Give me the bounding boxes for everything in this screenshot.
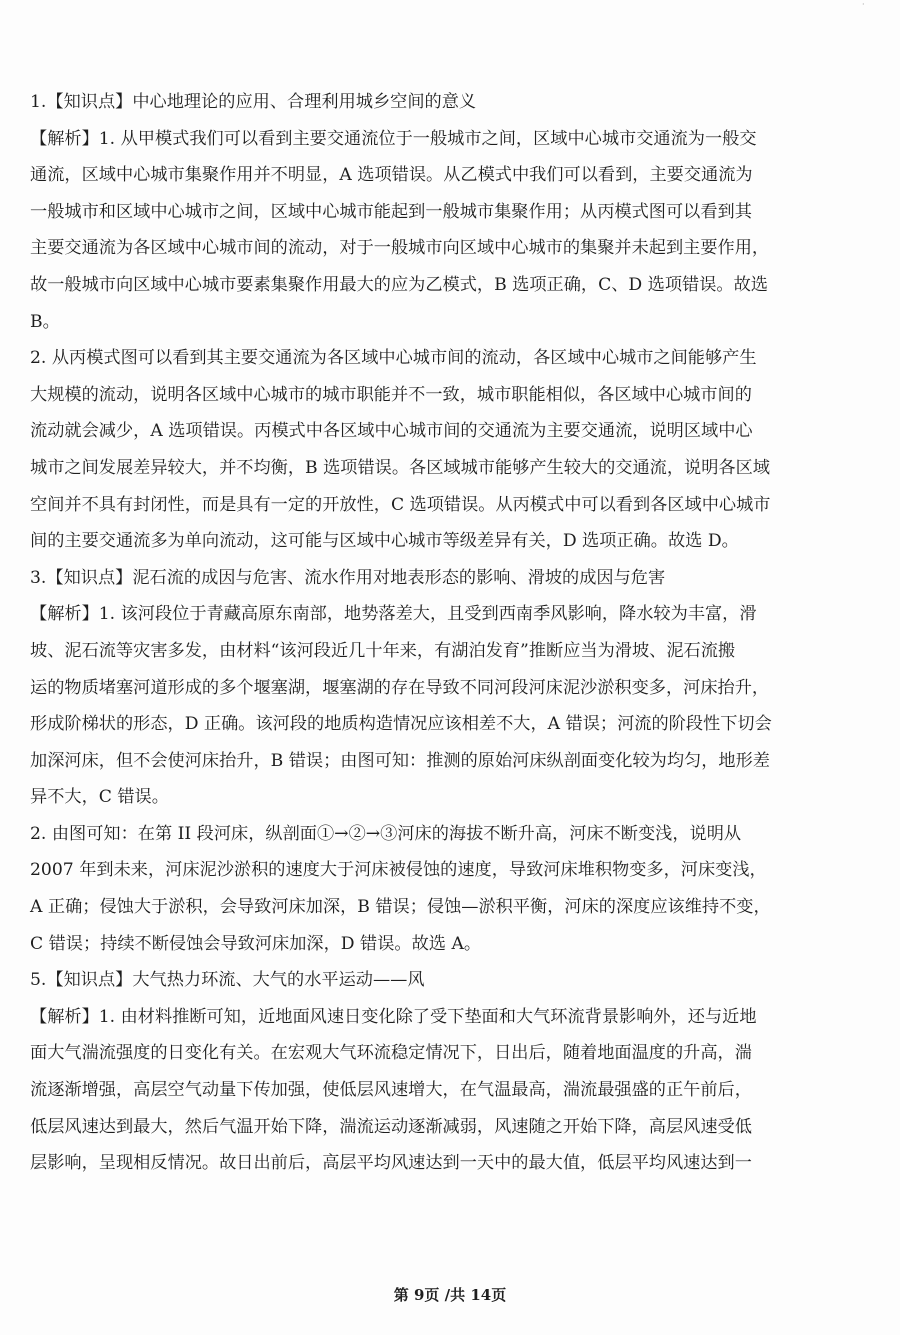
q1-analysis-paragraph: 【解析】1. 从甲模式我们可以看到主要交通流位于一般城市之间，区域中心城市交通流为一般交 通流，区域中心城市集聚作用并不明显，A 选项错误。从乙模式中我们可以看到，主要交通流为 一般城市和区域中心城市之间，区域中心城市能起到一般城市集聚作用；从丙模式图可以看到其 主要交通流为各区域中心城市间的流动，对于一般城市向区域中心城市的集聚并未起到主要作用， 故一般城市向区域中心城市要素集聚作用最大的应为乙模式，B 选项正确，C、D 选项错误。故选 B。: [30, 128, 770, 332]
q1-topic-heading: 1.【知识点】中心地理论的应用、合理利用城乡空间的意义: [30, 92, 477, 112]
q3-topic-heading: 3.【知识点】泥石流的成因与危害、流水作用对地表形态的影响、滑坡的成因与危害: [30, 567, 666, 588]
page-number-footer: 第 9页 /共 14页: [393, 1286, 507, 1304]
q3-analysis-paragraph: 【解析】1. 该河段位于青藏高原东南部，地势落差大，且受到西南季风影响，降水较为丰富，滑 坡、泥石流等灾害多发，由材料“该河段近几十年来，有湖泊发育”推断应当为滑坡、泥石流搬 运的物质堵塞河道形成的多个堰塞湖，堰塞湖的存在导致不同河段河床泥沙淤积变多，河床抬升， 形成阶梯状的形态，D 正确。该河段的地质构造情况应该相差不大，A 错误；河流的阶段性下切会 加深河床，但不会使河床抬升，B 错误；由图可知：推测的原始河床纵剖面变化较为均匀，地形差 异不大，C 错误。: [30, 604, 772, 808]
q5-analysis-paragraph: 【解析】1. 由材料推断可知，近地面风速日变化除了受下垫面和大气环流背景影响外，还与近地 面大气湍流强度的日变化有关。在宏观大气环流稳定情况下，日出后，随着地面温度的升高，湍 流逐渐增强，高层空气动量下传加强，使低层风速增大，在气温最高，湍流最强盛的正午前后， 低层风速达到最大，然后气温开始下降，湍流运动逐渐减弱，风速随之开始下降，高层风速受低 层影响，呈现相反情况。故日出前后，高层平均风速达到一天中的最大值，低层平均风速达到一: [30, 1006, 757, 1174]
scan-mark: ·: [862, 0, 865, 9]
q5-topic-heading: 5.【知识点】大气热力环流、大气的水平运动——风: [30, 970, 425, 991]
q1-part2-paragraph: 2. 从丙模式图可以看到其主要交通流为各区域中心城市间的流动，各区域中心城市之间能够产生 大规模的流动，说明各区域中心城市的城市职能并不一致，城市职能相似，各区域中心城市间的 流动就会减少，A 选项错误。丙模式中各区域中心城市间的交通流为主要交通流，说明区域中心 城市之间发展差异较大，并不均衡，B 选项错误。各区域城市能够产生较大的交通流，说明各区域 空间并不具有封闭性，而是具有一定的开放性，C 选项错误。从丙模式中可以看到各区域中心城市 间的主要交通流多为单向流动，这可能与区域中心城市等级差异有关，D 选项正确。故选 D。: [30, 348, 771, 552]
q3-part2-paragraph: 2. 由图可知：在第 II 段河床，纵剖面①→②→③河床的海拔不断升高，河床不断变浅，说明从 2007 年到未来，河床泥沙淤积的速度大于河床被侵蚀的速度，导致河床堆积物变多，河床变浅， A 正确；侵蚀大于淤积，会导致河床加深，B 错误；侵蚀—淤积平衡，河床的深度应该维持不变， C 错误；持续不断侵蚀会导致河床加深，D 错误。故选 A。: [30, 823, 771, 954]
answer-content: [30, 84, 870, 1182]
